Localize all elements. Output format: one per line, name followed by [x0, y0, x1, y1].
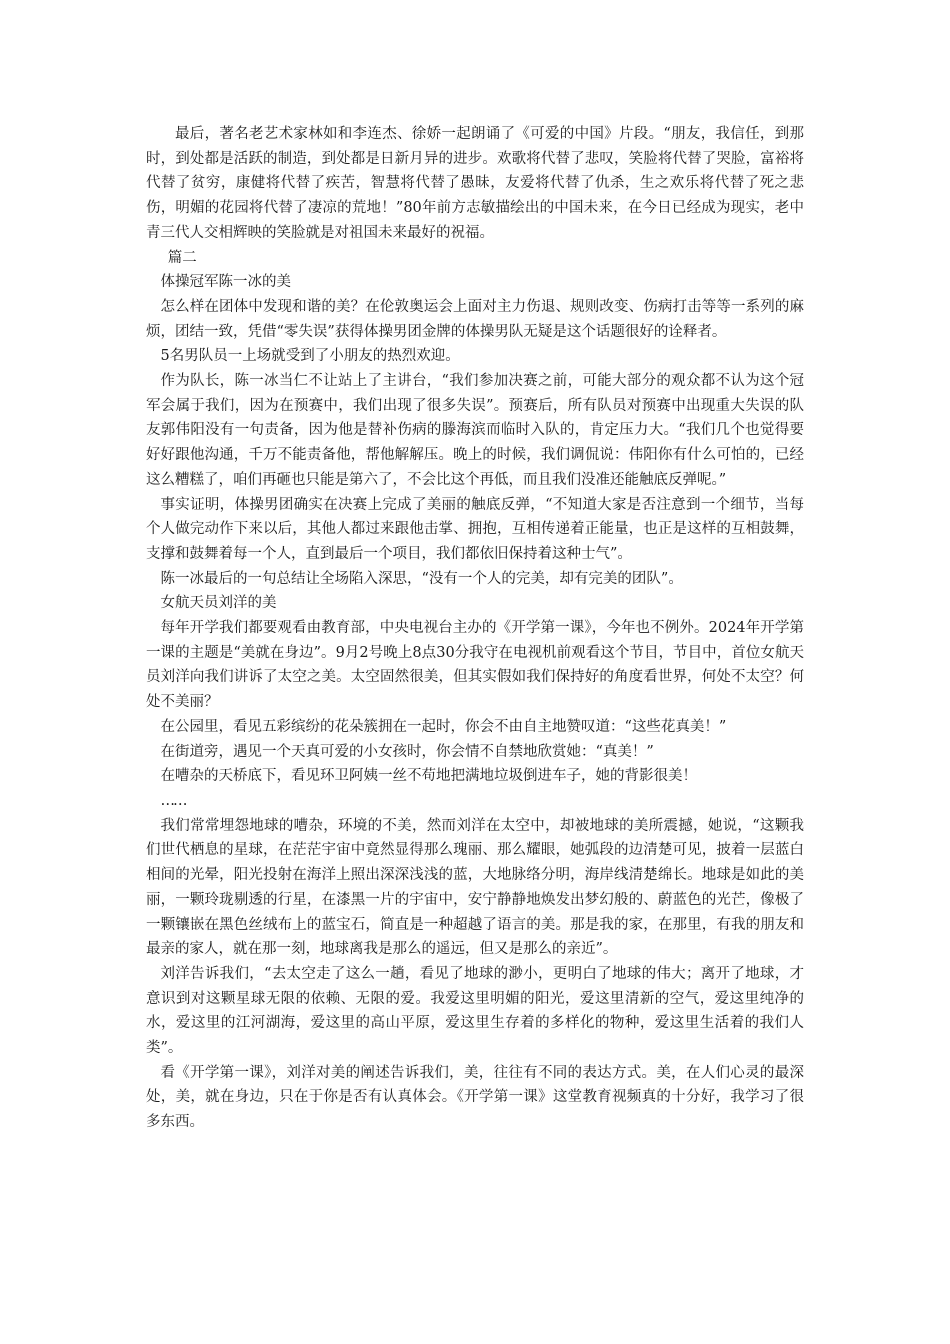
subheading-liu-yang: 女航天员刘洋的美	[160, 595, 277, 612]
paragraph-recitation: 最后，著名老艺术家林如和李连杰、徐娇一起朗诵了《可爱的中国》片段。“朋友，我信任，到那时，到处都是活跃的制造，到处都是日新月异的进步。欢歌将代替了悲叹，笑脸将代替了哭脸，富裕将代替了贫穷，康健将代替了疾苦，智慧将代替了愚昧，友爱将代替了仇杀，生之欢乐将代替了死之悲伤，明媚的花园将代替了凄凉的荒地！”80年前方志敏描绘出的中国未来，在今日已经成为现实，老中青三代人交相辉映的笑脸就是对祖国未来最好的祝福。	[146, 126, 804, 241]
document-page	[146, 122, 804, 1135]
paragraph-rebound: 事实证明，体操男团确实在决赛上完成了美丽的触底反弹，“不知道大家是否注意到一个细节，当每个人做完动作下来以后，其他人都过来跟他击掌、拥抱，互相传递着正能量，也正是这样的互相鼓舞，支撑和鼓舞着每一个人，直到最后一个项目，我们都依旧保持着这种士气”。	[146, 496, 804, 562]
paragraph-liu-yang-tells: 刘洋告诉我们，“去太空走了这么一趟，看见了地球的渺小，更明白了地球的伟大；离开了地球，才意识到对这颗星球无限的依赖、无限的爱。我爱这里明媚的阳光，爱这里清新的空气，爱这里纯净的水，爱这里的江河湖海，爱这里的高山平原，爱这里生存着的多样化的物种，爱这里生活着的我们人类”。	[146, 965, 804, 1057]
paragraph-harmony: 怎么样在团体中发现和谐的美？在伦敦奥运会上面对主力伤退、规则改变、伤病打击等等一系列的麻烦，团结一致，凭借“零失误”获得体操男团金牌的体操男队无疑是这个话题很好的诠释者。	[146, 298, 804, 340]
paragraph-captain-speech: 作为队长，陈一冰当仁不让站上了主讲台，“我们参加决赛之前，可能大部分的观众都不认为这个冠军会属于我们，因为在预赛中，我们出现了很多失误”。预赛后，所有队员对预赛中出现重大失误的队友郭伟阳没有一句责备，因为他是替补伤病的滕海滨而临时入队的，肯定压力大。“我们几个也觉得要好好跟他沟通，千万不能责备他，帮他解解压。晚上的时候，我们调侃说：伟阳你有什么可怕的，已经这么糟糕了，咱们再砸也只能是第六了，不会比这个再低，而且我们没准还能触底反弹呢。”	[146, 373, 804, 488]
paragraph-conclusion: 看《开学第一课》，刘洋对美的阐述告诉我们，美，往往有不同的表达方式。美，在人们心灵的最深处，美，就在身边，只在于你是否有认真体会。《开学第一课》这堂教育视频真的十分好，我学习了很多东西。	[146, 1064, 804, 1131]
paragraph-summary-quote: 陈一冰最后的一句总结让全场陷入深思，“没有一个人的完美，却有完美的团队”。	[160, 570, 683, 587]
subheading-chen-yibing: 体操冠军陈一冰的美	[160, 274, 291, 291]
section-heading-part2: 篇二	[167, 249, 197, 266]
paragraph-first-lesson: 每年开学我们都要观看由教育部，中央电视台主办的《开学第一课》，今年也不例外。2024年开学第一课的主题是“美就在身边”。9月2号晚上8点30分我守在电视机前观看这个节目，节目中，首位女航天员刘洋向我们讲诉了太空之美。太空固然很美，但其实假如我们保持好的角度看世界，何处不太空？何处不美丽？	[146, 620, 804, 711]
paragraph-street: 在街道旁，遇见一个天真可爱的小女孩时，你会情不自禁地欣赏她：“真美！”	[160, 743, 654, 760]
paragraph-ellipsis: ……	[160, 792, 186, 809]
paragraph-earth-beauty: 我们常常埋怨地球的嘈杂，环境的不美，然而刘洋在太空中，却被地球的美所震撼，她说，“这颗我们世代栖息的星球，在茫茫宇宙中竟然显得那么瑰丽、那么耀眼，她弧段的边清楚可见，披着一层蓝白相间的光晕，阳光投射在海洋上照出深深浅浅的蓝，大地脉络分明，海岸线清楚绵长。地球是如此的美丽，一颗玲珑剔透的行星，在漆黑一片的宇宙中，安宁静静地焕发出梦幻般的、蔚蓝色的光芒，像极了一颗镶嵌在黑色丝绒布上的蓝宝石，简直是一种超越了语言的美。那是我的家，在那里，有我的朋友和最亲的家人，就在那一刻，地球离我是那么的遥远，但又是那么的亲近”。	[146, 817, 804, 958]
paragraph-park: 在公园里，看见五彩缤纷的花朵簇拥在一起时，你会不由自主地赞叹道：“这些花真美！”	[160, 718, 727, 735]
paragraph-team-welcome: 5名男队员一上场就受到了小朋友的热烈欢迎。	[160, 348, 460, 365]
paragraph-overpass: 在嘈杂的天桥底下，看见环卫阿姨一丝不苟地把满地垃圾倒进车子，她的背影很美！	[160, 768, 697, 785]
